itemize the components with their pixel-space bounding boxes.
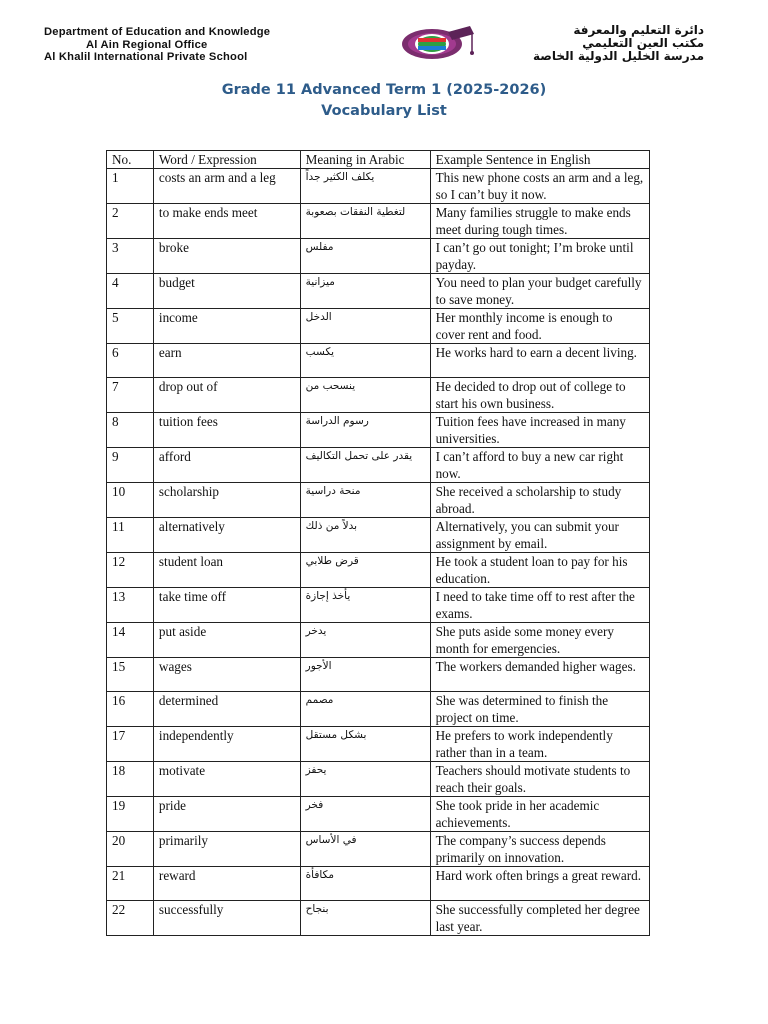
table-row — [107, 692, 650, 727]
document-subtitle: Vocabulary List — [321, 103, 447, 119]
cell-number: 12 — [107, 553, 154, 588]
cell-number: 5 — [107, 309, 154, 344]
cell-example-sentence: Teachers should motivate students to reach their goals. — [430, 762, 649, 797]
cell-example-sentence: This new phone costs an arm and a leg, so I can’t buy it now. — [430, 169, 649, 204]
table-row — [107, 344, 650, 378]
table-row — [107, 832, 650, 867]
table-row — [107, 658, 650, 692]
cell-example-sentence: Hard work often brings a great reward. — [430, 867, 649, 901]
cell-number: 18 — [107, 762, 154, 797]
table-row — [107, 169, 650, 204]
table-row — [107, 239, 650, 274]
cell-arabic-meaning: منحة دراسية — [300, 483, 430, 518]
cell-word: alternatively — [153, 518, 300, 553]
cell-number: 6 — [107, 344, 154, 378]
header-example-sentence: Example Sentence in English — [430, 151, 649, 169]
cell-arabic-meaning: فخر — [300, 797, 430, 832]
cell-arabic-meaning: بنجاح — [300, 901, 430, 936]
cell-number: 4 — [107, 274, 154, 309]
header-arabic — [533, 24, 704, 63]
cell-example-sentence: He prefers to work independently rather than in a team. — [430, 727, 649, 762]
cell-number: 8 — [107, 413, 154, 448]
cell-word: motivate — [153, 762, 300, 797]
cell-word: budget — [153, 274, 300, 309]
cell-arabic-meaning: ينسحب من — [300, 378, 430, 413]
cell-word: tuition fees — [153, 413, 300, 448]
cell-word: independently — [153, 727, 300, 762]
cell-word: determined — [153, 692, 300, 727]
cell-arabic-meaning: يحفز — [300, 762, 430, 797]
cell-arabic-meaning: رسوم الدراسة — [300, 413, 430, 448]
cell-number: 20 — [107, 832, 154, 867]
cell-number: 10 — [107, 483, 154, 518]
department-name: Department of Education and Knowledge — [44, 26, 271, 38]
table-row — [107, 483, 650, 518]
cell-number: 1 — [107, 169, 154, 204]
cell-example-sentence: Many families struggle to make ends meet during tough times. — [430, 204, 649, 239]
regional-office-name: Al Ain Regional Office — [86, 38, 208, 51]
cell-arabic-meaning: بشكل مستقل — [300, 727, 430, 762]
cell-arabic-meaning: في الأساس — [300, 832, 430, 867]
table-row — [107, 204, 650, 239]
header-word: Word / Expression — [153, 151, 300, 169]
cell-word: drop out of — [153, 378, 300, 413]
table-row — [107, 797, 650, 832]
cell-number: 7 — [107, 378, 154, 413]
cell-example-sentence: He works hard to earn a decent living. — [430, 344, 649, 378]
cell-word: broke — [153, 239, 300, 274]
cell-example-sentence: You need to plan your budget carefully to save money. — [430, 274, 649, 309]
school-name: Al Khalil International Private School — [44, 51, 248, 63]
cell-number: 15 — [107, 658, 154, 692]
cell-number: 14 — [107, 623, 154, 658]
table-row — [107, 448, 650, 483]
table-row — [107, 727, 650, 762]
cell-word: student loan — [153, 553, 300, 588]
cell-example-sentence: I can’t afford to buy a new car right now. — [430, 448, 649, 483]
table-row — [107, 901, 650, 936]
cell-example-sentence: She took pride in her academic achievements. — [430, 797, 649, 832]
cell-number: 9 — [107, 448, 154, 483]
cell-word: wages — [153, 658, 300, 692]
cell-example-sentence: I need to take time off to rest after the exams. — [430, 588, 649, 623]
cell-arabic-meaning: يدخر — [300, 623, 430, 658]
cell-number: 3 — [107, 239, 154, 274]
header-english — [44, 26, 270, 64]
cell-number: 11 — [107, 518, 154, 553]
cell-example-sentence: Alternatively, you can submit your assignment by email. — [430, 518, 649, 553]
cell-arabic-meaning: مصمم — [300, 692, 430, 727]
cell-arabic-meaning: بدلاً من ذلك — [300, 518, 430, 553]
cell-example-sentence: She was determined to finish the project on time. — [430, 692, 649, 727]
school-logo-icon — [398, 22, 478, 66]
cell-example-sentence: Tuition fees have increased in many universities. — [430, 413, 649, 448]
cell-example-sentence: He decided to drop out of college to start his own business. — [430, 378, 649, 413]
table-row — [107, 309, 650, 344]
school-name-arabic: مدرسة الخليل الدولية الخاصة — [533, 49, 704, 63]
table-row — [107, 623, 650, 658]
cell-word: take time off — [153, 588, 300, 623]
header-number: No. — [107, 151, 154, 169]
cell-example-sentence: I can’t go out tonight; I’m broke until payday. — [430, 239, 649, 274]
cell-example-sentence: The workers demanded higher wages. — [430, 658, 649, 692]
cell-arabic-meaning: يقدر على تحمل التكاليف — [300, 448, 430, 483]
cell-arabic-meaning: يكسب — [300, 344, 430, 378]
cell-arabic-meaning: مفلس — [300, 239, 430, 274]
cell-word: earn — [153, 344, 300, 378]
cell-arabic-meaning: ميزانية — [300, 274, 430, 309]
cell-arabic-meaning: يأخذ إجازة — [300, 588, 430, 623]
cell-number: 21 — [107, 867, 154, 901]
table-header-row — [107, 151, 650, 169]
cell-word: costs an arm and a leg — [153, 169, 300, 204]
table-row — [107, 553, 650, 588]
cell-example-sentence: He took a student loan to pay for his education. — [430, 553, 649, 588]
cell-arabic-meaning: قرض طلابي — [300, 553, 430, 588]
table-row — [107, 762, 650, 797]
table-row — [107, 413, 650, 448]
cell-number: 16 — [107, 692, 154, 727]
vocabulary-table — [106, 150, 650, 936]
cell-word: to make ends meet — [153, 204, 300, 239]
cell-example-sentence: She successfully completed her degree last year. — [430, 901, 649, 936]
cell-word: primarily — [153, 832, 300, 867]
header-arabic-meaning: Meaning in Arabic — [300, 151, 430, 169]
cell-word: reward — [153, 867, 300, 901]
cell-word: income — [153, 309, 300, 344]
cell-arabic-meaning: لتغطية النفقات بصعوبة — [300, 204, 430, 239]
table-row — [107, 588, 650, 623]
cell-number: 19 — [107, 797, 154, 832]
department-name-arabic: دائرة التعليم والمعرفة — [573, 23, 704, 37]
cell-arabic-meaning: الأجور — [300, 658, 430, 692]
cell-word: scholarship — [153, 483, 300, 518]
cell-number: 17 — [107, 727, 154, 762]
regional-office-name-arabic: مكتب العين التعليمي — [582, 36, 704, 50]
cell-arabic-meaning: يكلف الكثير جداً — [300, 169, 430, 204]
cell-arabic-meaning: مكافأة — [300, 867, 430, 901]
table-row — [107, 518, 650, 553]
cell-number: 22 — [107, 901, 154, 936]
table-row — [107, 867, 650, 901]
cell-word: put aside — [153, 623, 300, 658]
document-title: Grade 11 Advanced Term 1 (2025-2026) — [221, 82, 547, 98]
cell-word: successfully — [153, 901, 300, 936]
cell-arabic-meaning: الدخل — [300, 309, 430, 344]
cell-word: pride — [153, 797, 300, 832]
cell-number: 13 — [107, 588, 154, 623]
table-row — [107, 378, 650, 413]
table-row — [107, 274, 650, 309]
cell-example-sentence: She received a scholarship to study abroad. — [430, 483, 649, 518]
cell-example-sentence: She puts aside some money every month for emergencies. — [430, 623, 649, 658]
cell-word: afford — [153, 448, 300, 483]
cell-example-sentence: Her monthly income is enough to cover rent and food. — [430, 309, 649, 344]
cell-number: 2 — [107, 204, 154, 239]
cell-example-sentence: The company’s success depends primarily on innovation. — [430, 832, 649, 867]
